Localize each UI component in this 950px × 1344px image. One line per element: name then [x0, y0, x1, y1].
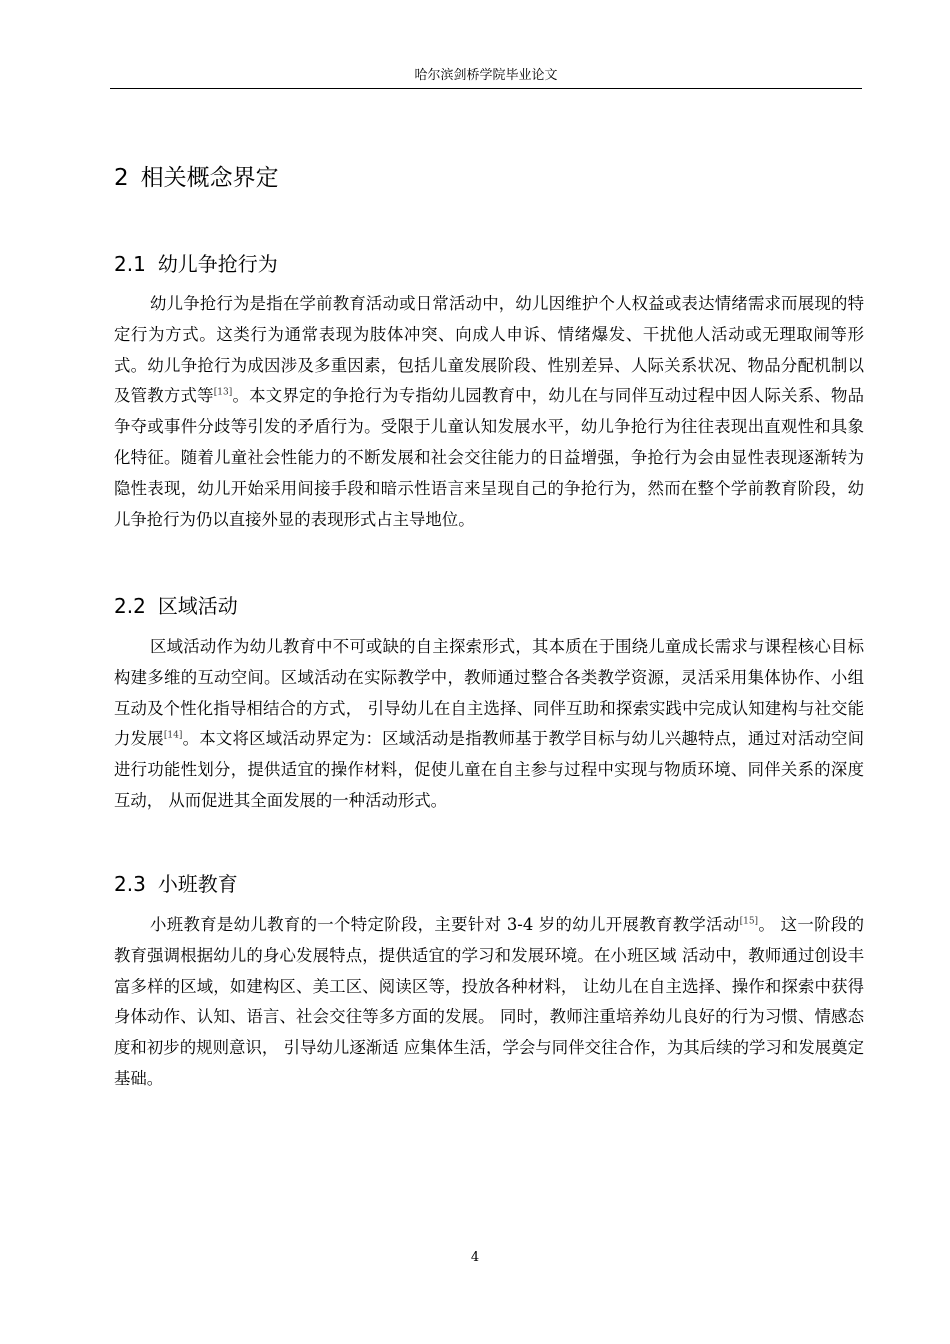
section-paragraph [114, 289, 864, 535]
section-title: 小班教育 [157, 872, 238, 896]
citation-marker: [13] [213, 387, 233, 398]
paragraph-text: 。本文界定的争抢行为专指幼儿园教育中，幼儿在与同伴互动过程中因人际关系、物品争夺或事件分歧等引发的矛盾行为。受限于儿童认知发展水平，幼儿争抢行为往往表现出直观性和具象化特征。随着儿童社会性能力的不断发展和社会交往能力的日益增强，争抢行为会由显性表现逐渐转为隐性表现，幼儿开始采用间接手段和暗示性语言来呈现自己的争抢行为，然而在整个学前教育阶段，幼儿争抢行为仍以直接外显的表现形式占主导地位。 [114, 386, 865, 529]
paragraph-text: 小班教育是幼儿教育的一个特定阶段，主要针对 3-4 岁的幼儿开展教育教学活动 [150, 915, 740, 934]
running-header: 哈尔滨剑桥学院毕业论文 [414, 68, 558, 83]
section-paragraph [114, 632, 864, 817]
section-heading [114, 589, 238, 623]
chapter-heading [114, 160, 279, 196]
section-title: 幼儿争抢行为 [157, 252, 278, 276]
chapter-number: 2 [114, 165, 129, 191]
section-heading [114, 247, 278, 281]
section-paragraph [114, 910, 864, 1095]
page-number: 4 [470, 1250, 480, 1265]
paragraph-text: 区域活动作为幼儿教育中不可或缺的自主探索形式，其本质在于围绕儿童成长需求与课程核心目标构建多维的互动空间。区域活动在实际教学中，教师通过整合各类教学资源，灵活采用集体协作、小组互动及个性化指导相结合的方式， 引导幼儿在自主选择、同伴互助和探索实践中完成认知建构与社交能力发展 [114, 637, 864, 749]
chapter-title: 相关概念界定 [140, 165, 279, 191]
section-number: 2.2 [114, 594, 146, 618]
citation-marker: [15] [739, 916, 759, 927]
paragraph-text: 幼儿争抢行为是指在学前教育活动或日常活动中，幼儿因维护个人权益或表达情绪需求而展现的特定行为方式。这类行为通常表现为肢体冲突、向成人申诉、情绪爆发、干扰他人活动或无理取闹等形式。幼儿争抢行为成因涉及多重因素，包括儿童发展阶段、性别差异、人际关系状况、物品分配机制以及管教方式等 [114, 294, 864, 406]
header-rule [110, 88, 862, 89]
paragraph-text: 。 这一阶段的教育强调根据幼儿的身心发展特点，提供适宜的学习和发展环境。在小班区域 活动中，教师通过创设丰富多样的区域，如建构区、美工区、阅读区等，投放各种材料， 让幼儿在自主选择、操作和探索中获得身体动作、认知、语言、社会交往等多方面的发展。 同时，教师注重培养幼儿良好的行为习惯、情感态度和初步的规则意识， 引导幼儿逐渐适 应集体生活，学会与同伴交往合作，为其后续的学习和发展奠定基础。 [114, 915, 864, 1088]
section-number: 2.3 [114, 872, 146, 896]
section-title: 区域活动 [157, 594, 238, 618]
paragraph-text: 。本文将区域活动界定为：区域活动是指教师基于教学目标与幼儿兴趣特点，通过对活动空间进行功能性划分，提供适宜的操作材料，促使儿童在自主参与过程中实现与物质环境、同伴关系的深度互动， 从而促进其全面发展的一种活动形式。 [114, 729, 865, 810]
section-heading [114, 867, 238, 901]
citation-marker: [14] [163, 730, 183, 741]
section-number: 2.1 [114, 252, 146, 276]
